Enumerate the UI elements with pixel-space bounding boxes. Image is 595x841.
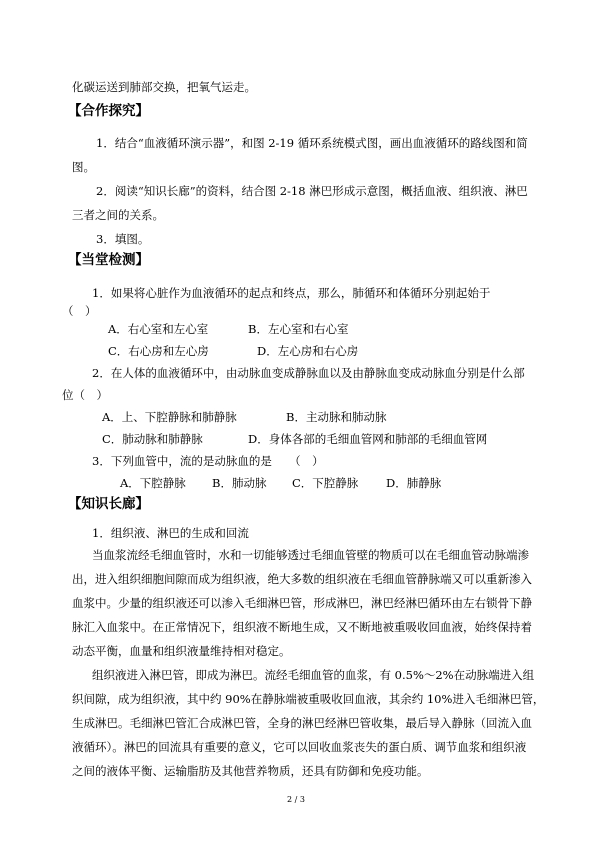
knowledge-para1-line1: 当血浆流经毛细血管时，水和一切能够透过毛细血管壁的物质可以在毛细血管动脉端渗 — [92, 548, 529, 562]
knowledge-para2-line1: 组织液进入淋巴管，即成为淋巴。流经毛细血管的血浆，有 0.5%～2%在动脉端进入组 — [92, 668, 535, 682]
test-q1-option-c: C．右心房和左心房 — [108, 344, 209, 358]
knowledge-para1-line5: 动态平衡，血量和组织液量维持相对稳定。 — [72, 644, 291, 658]
test-q1-option-d: D．左心房和右心房 — [257, 344, 359, 358]
knowledge-para2-line3: 生成淋巴。毛细淋巴管汇合成淋巴管，全身的淋巴经淋巴管收集，最后导入静脉（回流入血 — [72, 716, 532, 730]
test-q3-line1: 3．下列血管中，流的是动脉血的是 （ ） — [92, 454, 324, 468]
test-q1-line1: 1．如果将心脏作为血液循环的起点和终点，那么，肺循环和体循环分别起始于 — [92, 286, 491, 300]
test-q3-option-a: A．下腔静脉 — [120, 476, 186, 490]
knowledge-subheading: 1．组织液、淋巴的生成和回流 — [92, 526, 249, 540]
knowledge-para2-line2: 织间隙，成为组织液，其中约 90%在静脉端被重吸收回血液，其余约 10%进入毛细淋巴管， — [72, 692, 545, 706]
test-q2-option-c: C．肺动脉和肺静脉 — [102, 432, 203, 446]
knowledge-para1-line3: 血浆中。少量的组织液还可以渗入毛细淋巴管，形成淋巴，淋巴经淋巴循环由左右锁骨下静 — [72, 596, 532, 610]
knowledge-para2-line4: 液循环）。淋巴的回流具有重要的意义，它可以回收血浆丧失的蛋白质、调节血浆和组织液 — [72, 740, 527, 754]
coop-q2-line1: 2．阅读“知识长廊”的资料，结合图 2-18 淋巴形成示意图，概括血液、组织液、淋巴 — [96, 184, 528, 198]
page-number: 2 / 3 — [287, 795, 305, 804]
coop-q1-line2: 图。 — [72, 160, 95, 174]
test-q1-paren: （ ） — [62, 304, 97, 318]
knowledge-para2-line5: 之间的液体平衡、运输脂肪及其他营养物质，还具有防御和免疫功能。 — [72, 764, 429, 778]
test-q3-option-b: B．肺动脉 — [212, 476, 267, 490]
test-q1-option-a: A．右心室和左心室 — [108, 322, 209, 336]
heading-knowledge-corridor: 【知识长廊】 — [68, 496, 149, 512]
test-q2-line2: 位（ ） — [62, 388, 108, 402]
knowledge-para1-line2: 出，进入组织细胞间隙而成为组织液，绝大多数的组织液在毛细血管静脉端又可以重新渗入 — [72, 572, 532, 586]
test-q3-option-c: C．下腔静脉 — [292, 476, 359, 490]
test-q1-option-b: B．左心室和右心室 — [248, 322, 349, 336]
heading-class-test: 【当堂检测】 — [68, 252, 149, 268]
test-q2-line1: 2．在人体的血液循环中，由动脉血变成静脉血以及由静脉血变成动脉血分别是什么部 — [92, 366, 525, 380]
test-q2-option-a: A．上、下腔静脉和肺静脉 — [102, 410, 237, 424]
coop-q2-line2: 三者之间的关系。 — [72, 208, 164, 222]
test-q2-option-d: D．身体各部的毛细血管网和肺部的毛细血管网 — [248, 432, 488, 446]
test-q2-option-b: B．主动脉和肺动脉 — [286, 410, 387, 424]
heading-cooperative-inquiry: 【合作探究】 — [68, 103, 149, 119]
coop-q1-line1: 1．结合“血液循环演示器”，和图 2-19 循环系统模式图，画出血液循环的路线图和简 — [96, 136, 528, 150]
knowledge-para1-line4: 脉汇入血浆中。在正常情况下，组织液不断地生成，又不断地被重吸收回血液，始终保持着 — [72, 620, 532, 634]
intro-tail: 化碳运送到肺部交换，把氧气运走。 — [72, 80, 256, 94]
test-q3-option-d: D．肺静脉 — [386, 476, 442, 490]
coop-q3: 3．填图。 — [96, 232, 150, 246]
